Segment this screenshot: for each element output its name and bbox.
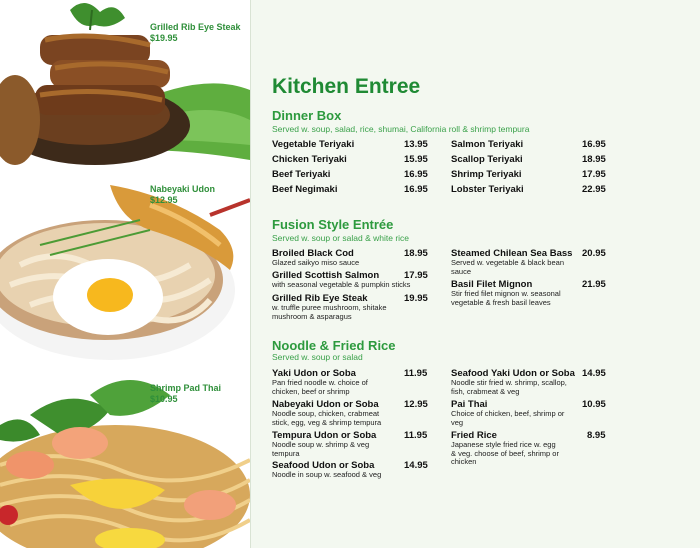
item-price: 8.95 — [587, 430, 606, 441]
item-description: Served w. vegetable & black bean sauce — [451, 258, 564, 276]
item-price: 11.95 — [404, 368, 428, 379]
menu-item — [272, 430, 428, 458]
menu-item — [451, 184, 606, 195]
item-name: Steamed Chilean Sea Bass — [451, 248, 573, 259]
item-name: Fried Rice — [451, 430, 497, 441]
menu-item — [272, 154, 428, 165]
item-name: Seafood Yaki Udon or Soba — [451, 368, 575, 379]
item-name: Seafood Udon or Soba — [272, 460, 375, 471]
photo-caption-1 — [150, 22, 241, 44]
photo-caption-2 — [150, 184, 215, 206]
section-title-dinner-box: Dinner Box — [272, 108, 342, 123]
item-name: Chicken Teriyaki — [272, 154, 347, 165]
item-name: Shrimp Teriyaki — [451, 169, 522, 180]
photo-caption-3 — [150, 383, 221, 405]
item-price: 17.95 — [404, 270, 428, 281]
item-price: 14.95 — [582, 368, 606, 379]
menu-panel — [272, 0, 692, 548]
item-price: 16.95 — [404, 184, 428, 195]
item-description: Noodle soup, chicken, crabmeat stick, egg, veg & shrimp tempura — [272, 409, 382, 427]
menu-item — [451, 368, 606, 396]
menu-item — [272, 293, 428, 321]
menu-item — [272, 248, 428, 268]
item-name: Pai Thai — [451, 399, 488, 410]
item-price: 12.95 — [404, 399, 428, 410]
item-price: 10.95 — [582, 399, 606, 410]
menu-item — [451, 279, 606, 307]
page-title: Kitchen Entree — [272, 75, 421, 98]
item-price: 18.95 — [582, 154, 606, 165]
item-name: Basil Filet Mignon — [451, 279, 533, 290]
menu-item — [272, 399, 428, 427]
item-name: Broiled Black Cod — [272, 248, 354, 259]
item-price: 18.95 — [404, 248, 428, 259]
item-price: 13.95 — [404, 139, 428, 150]
item-price: 14.95 — [404, 460, 428, 471]
item-price: 21.95 — [582, 279, 606, 290]
photo-caption-3-name: Shrimp Pad Thai — [150, 383, 222, 393]
item-description: w. truffle puree mushroom, shitake mushroom & asparagus — [272, 303, 387, 321]
menu-item — [451, 248, 606, 276]
item-description: Noodle soup w. shrimp & veg tempura — [272, 440, 370, 458]
item-name: Beef Negimaki — [272, 184, 338, 195]
item-description: Stir fried filet mignon w. seasonal vegetable & fresh basil leaves — [451, 289, 561, 307]
item-name: Grilled Scottish Salmon — [272, 270, 380, 281]
item-name: Grilled Rib Eye Steak — [272, 293, 368, 304]
item-price: 22.95 — [582, 184, 606, 195]
photo-caption-2-price: $12.95 — [150, 195, 178, 205]
item-price: 15.95 — [404, 154, 428, 165]
photo-caption-1-price: $19.95 — [150, 33, 178, 43]
item-price: 20.95 — [582, 248, 606, 259]
item-name: Yaki Udon or Soba — [272, 368, 356, 379]
item-name: Beef Teriyaki — [272, 169, 331, 180]
item-description: Glazed saikyo miso sauce — [272, 258, 360, 267]
menu-item — [272, 184, 428, 195]
section-subtitle-fusion: Served w. soup or salad & white rice — [272, 233, 410, 243]
photo-caption-3-price: $10.95 — [150, 394, 178, 404]
section-subtitle-dinner-box: Served w. soup, salad, rice, shumai, California roll & shrimp tempura — [272, 124, 530, 134]
item-name: Nabeyaki Udon or Soba — [272, 399, 379, 410]
item-description: Japanese style fried rice w. egg & veg. choose of beef, shrimp or chicken — [451, 440, 559, 466]
item-price: 16.95 — [582, 139, 606, 150]
item-name: Lobster Teriyaki — [451, 184, 524, 195]
section-title-fusion: Fusion Style Entrée — [272, 217, 394, 232]
menu-item — [272, 270, 428, 290]
menu-item — [451, 169, 606, 180]
item-name: Vegetable Teriyaki — [272, 139, 355, 150]
item-price: 17.95 — [582, 169, 606, 180]
menu-item — [451, 139, 606, 150]
item-price: 16.95 — [404, 169, 428, 180]
menu-item — [451, 154, 606, 165]
menu-item — [272, 169, 428, 180]
item-description: Noodle stir fried w. shrimp, scallop, fish, crabmeat & veg — [451, 378, 567, 396]
item-name: Salmon Teriyaki — [451, 139, 524, 150]
menu-item — [451, 430, 606, 467]
photo-caption-2-name: Nabeyaki Udon — [150, 184, 216, 194]
photo-caption-1-name: Grilled Rib Eye Steak — [150, 22, 241, 32]
menu-item — [451, 399, 606, 427]
item-description: Pan fried noodle w. choice of chicken, beef or shrimp — [272, 378, 368, 396]
item-description: Noodle in soup w. seafood & veg — [272, 470, 382, 479]
item-name: Tempura Udon or Soba — [272, 430, 377, 441]
menu-item — [272, 460, 428, 480]
section-subtitle-noodle: Served w. soup or salad — [272, 352, 363, 362]
item-description: Choice of chicken, beef, shrimp or veg — [451, 409, 565, 427]
photo-column — [0, 0, 251, 548]
section-title-noodle: Noodle & Fried Rice — [272, 338, 396, 353]
item-name: Scallop Teriyaki — [451, 154, 523, 165]
item-description: with seasonal vegetable & pumpkin sticks — [272, 280, 411, 289]
item-price: 19.95 — [404, 293, 428, 304]
menu-item — [272, 139, 428, 150]
menu-item — [272, 368, 428, 396]
item-price: 11.95 — [404, 430, 428, 441]
